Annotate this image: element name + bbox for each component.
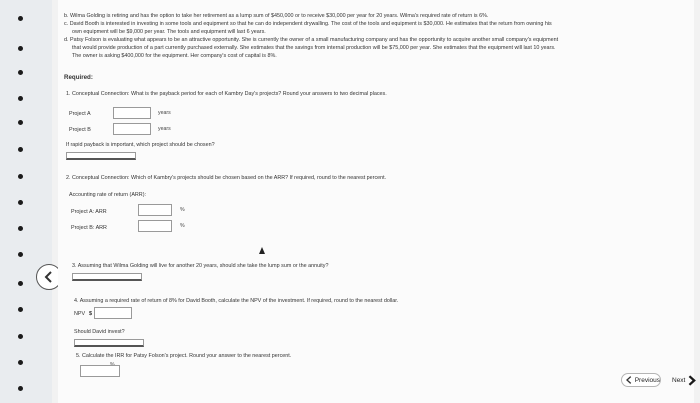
chevron-left-icon	[626, 376, 632, 384]
q2-project-a-label: Project A: ARR	[71, 209, 107, 215]
rail-dot	[18, 16, 23, 21]
rail-dot	[18, 334, 23, 339]
scenario-d-line1: d. Patsy Folson is evaluating what appears to be an attractive opportunity. She is currently the owner of a small manufacturing company and has the opportunity to acquire another small company's equipment	[64, 37, 559, 43]
question-page	[58, 0, 694, 403]
rail-dot	[18, 360, 23, 365]
q1-project-b-input[interactable]	[113, 123, 151, 135]
q3-prompt: 3. Assuming that Wilma Golding will live for another 20 years, should she take the lump sum or the annuity?	[72, 263, 329, 269]
q1-project-b-unit: years	[158, 126, 171, 132]
next-button[interactable]	[668, 373, 696, 387]
rail-dot	[18, 147, 23, 152]
rail-dot	[18, 120, 23, 125]
q2-project-b-input[interactable]	[138, 220, 172, 232]
q2-prompt: 2. Conceptual Connection: Which of Kambry's projects should be chosen based on the ARR? If required, round to the nearest percent.	[66, 175, 387, 181]
rail-dot	[18, 200, 23, 205]
q1-prompt: 1. Conceptual Connection: What is the payback period for each of Kambry Day's projects? Round your answers to two decimal places.	[66, 91, 387, 97]
scenario-c-line1: c. David Booth is interested in investing in some tools and equipment so that he can do independent drywalling. The cost of the tools and equipment is $30,000. He estimates that the return from owning his	[64, 21, 552, 27]
rail-dot	[18, 226, 23, 231]
previous-button[interactable]	[621, 373, 661, 387]
required-heading: Required:	[64, 74, 93, 81]
q3-choice-select[interactable]	[72, 273, 142, 281]
q4-npv-label: NPV	[74, 311, 86, 317]
q4-choice-select[interactable]	[74, 339, 144, 347]
mouse-cursor	[259, 247, 265, 254]
q4-npv-input[interactable]	[94, 307, 132, 319]
q2-arr-label: Accounting rate of return (ARR):	[69, 192, 146, 198]
scenario-d-line3: The owner is asking $400,000 for the equipment. Her company's cost of capital is 8%.	[72, 53, 277, 59]
chevron-left-icon	[44, 271, 54, 283]
rail-dot	[18, 307, 23, 312]
left-rail	[0, 0, 52, 403]
q2-project-b-label: Project B: ARR	[71, 225, 107, 231]
rail-dot	[18, 96, 23, 101]
rail-dot	[18, 281, 23, 286]
rail-dot	[18, 70, 23, 75]
rail-dot	[18, 252, 23, 257]
q2-project-b-unit: %	[180, 223, 185, 229]
q1-choice-select[interactable]	[66, 152, 136, 160]
q4-followup: Should David invest?	[74, 329, 125, 335]
q1-project-a-label: Project A	[69, 111, 91, 117]
q2-project-a-unit: %	[180, 207, 185, 213]
q1-project-a-unit: years	[158, 110, 171, 116]
scenario-d-line2: that would provide production of a part currently purchased externally. She estimates that the savings from internal production will be $75,000 per year. She estimates that the equipment will last 10 years.	[72, 45, 556, 51]
rail-dot	[18, 386, 23, 391]
q1-followup: If rapid payback is important, which project should be chosen?	[66, 142, 215, 148]
q5-irr-input[interactable]	[80, 365, 120, 377]
scenario-b: b. Wilma Golding is retiring and has the option to take her retirement as a lump sum of $450,000 or to receive $30,000 per year for 20 years. Wilma's required rate of return is 6%.	[64, 13, 489, 19]
next-label: Next	[672, 376, 686, 384]
previous-label: Previous	[634, 376, 660, 384]
q5-prompt: 5. Calculate the IRR for Patsy Folson's project. Round your answer to the nearest percent.	[76, 353, 292, 359]
q1-project-b-label: Project B	[69, 127, 91, 133]
chevron-right-icon	[688, 375, 696, 386]
scenario-c-line2: own equipment will be $9,000 per year. The tools and equipment will last 6 years.	[72, 29, 266, 35]
q2-project-a-input[interactable]	[138, 204, 172, 216]
rail-dot	[18, 46, 23, 51]
q4-prompt: 4. Assuming a required rate of return of 8% for David Booth, calculate the NPV of the investment. If required, round to the nearest dollar.	[74, 298, 399, 304]
rail-dot	[18, 174, 23, 179]
q4-currency-symbol: $	[89, 311, 92, 317]
q1-project-a-input[interactable]	[113, 107, 151, 119]
